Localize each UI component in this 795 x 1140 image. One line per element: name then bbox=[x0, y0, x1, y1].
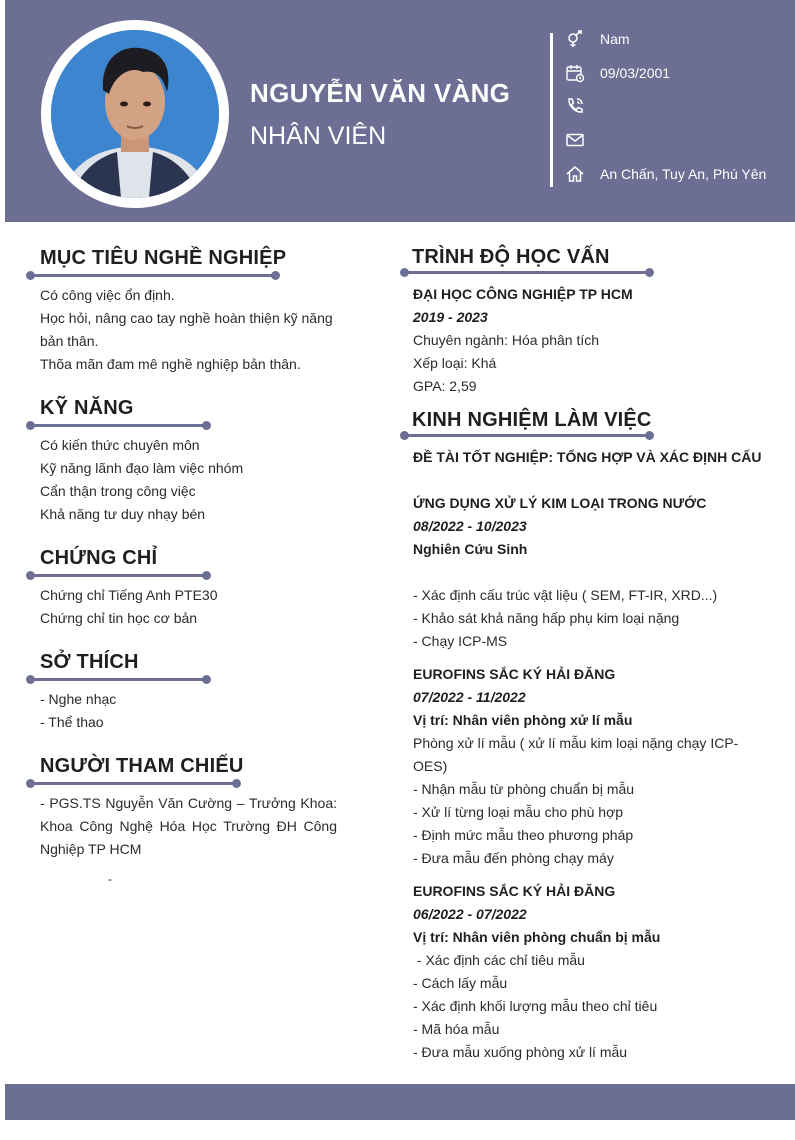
thesis-task: - Khảo sát khả năng hấp phụ kim loại nặng bbox=[413, 610, 680, 626]
thesis-task: - Chạy ICP-MS bbox=[413, 633, 508, 649]
gender-text: Nam bbox=[600, 31, 630, 47]
education-gpa: GPA: 2,59 bbox=[413, 378, 477, 394]
thesis-heading: ĐỀ TÀI TỐT NGHIỆP: TỔNG HỢP VÀ XÁC ĐỊNH CẤU bbox=[413, 449, 762, 465]
thesis-position: Nghiên Cứu Sinh bbox=[413, 541, 528, 557]
job2-task: - Đưa mẫu xuống phòng xử lí mẫu bbox=[413, 1044, 628, 1060]
hobby-item: - Thể thao bbox=[40, 714, 104, 730]
objective-line: Thõa mãn đam mê nghề nghiệp bản thân. bbox=[40, 356, 301, 372]
objective-line: Có công việc ổn định. bbox=[40, 287, 175, 303]
phone-icon bbox=[565, 96, 585, 116]
job1-task: - Đưa mẫu đến phòng chạy máy bbox=[413, 850, 614, 866]
contact-birthdate bbox=[565, 60, 795, 86]
candidate-role: NHÂN VIÊN bbox=[250, 122, 387, 150]
objective-divider bbox=[30, 274, 276, 277]
job2-company: EUROFINS SẮC KÝ HẢI ĐĂNG bbox=[413, 883, 616, 899]
education-divider bbox=[404, 271, 650, 274]
job1-description: Phòng xử lí mẫu ( xử lí mẫu kim loại nặng chạy ICP-OES) bbox=[413, 735, 739, 774]
skill-item: Kỹ năng lãnh đạo làm việc nhóm bbox=[40, 460, 244, 476]
skill-item: Cẩn thận trong công việc bbox=[40, 483, 196, 499]
objective-line: Học hỏi, nâng cao tay nghề hoàn thiện kỹ năng bản thân. bbox=[40, 310, 333, 349]
job2-period: 06/2022 - 07/2022 bbox=[413, 906, 527, 922]
birthdate-text: 09/03/2001 bbox=[600, 65, 671, 81]
education-period: 2019 - 2023 bbox=[413, 309, 488, 325]
header-band bbox=[5, 0, 795, 222]
job2-position: Vị trí: Nhân viên phòng chuẩn bị mẫu bbox=[413, 929, 661, 945]
contact-address bbox=[565, 161, 795, 187]
job1-position: Vị trí: Nhân viên phòng xử lí mẫu bbox=[413, 712, 633, 728]
job2-task: - Xác định các chỉ tiêu mẫu bbox=[413, 952, 585, 968]
experience-divider bbox=[404, 434, 650, 437]
address-text: An Chấn, Tuy An, Phú Yên bbox=[600, 166, 767, 182]
gender-icon bbox=[565, 29, 585, 49]
email-icon bbox=[565, 130, 585, 150]
experience-title: KINH NGHIỆM LÀM VIỆC bbox=[412, 409, 652, 431]
job2-task: - Xác định khối lượng mẫu theo chỉ tiêu bbox=[413, 998, 658, 1014]
thesis-period: 08/2022 - 10/2023 bbox=[413, 518, 527, 534]
skill-item: Có kiến thức chuyên môn bbox=[40, 437, 200, 453]
footer-band bbox=[5, 1084, 795, 1120]
objective-title: MỤC TIÊU NGHỀ NGHIỆP bbox=[40, 247, 287, 269]
contact-gender bbox=[565, 26, 795, 52]
certificates-divider bbox=[30, 574, 207, 577]
avatar-frame bbox=[41, 20, 229, 208]
contact-divider bbox=[550, 33, 553, 187]
education-major: Chuyên ngành: Hóa phân tích bbox=[413, 332, 600, 348]
stray-mark: - bbox=[108, 872, 112, 886]
skill-item: Khả năng tư duy nhạy bén bbox=[40, 506, 206, 522]
job1-period: 07/2022 - 11/2022 bbox=[413, 689, 526, 705]
skills-title: KỸ NĂNG bbox=[40, 397, 134, 419]
hobbies-divider bbox=[30, 678, 207, 681]
candidate-name: NGUYỄN VĂN VÀNG bbox=[250, 78, 511, 108]
education-school: ĐẠI HỌC CÔNG NGHIỆP TP HCM bbox=[413, 286, 633, 302]
calendar-icon bbox=[565, 63, 585, 83]
certificate-item: Chứng chỉ tin học cơ bản bbox=[40, 610, 198, 626]
thesis-heading: ỨNG DỤNG XỬ LÝ KIM LOẠI TRONG NƯỚC bbox=[413, 495, 707, 511]
job1-task: - Xử lí từng loại mẫu cho phù hợp bbox=[413, 804, 624, 820]
references-title: NGƯỜI THAM CHIẾU bbox=[40, 755, 244, 777]
hobbies-title: SỞ THÍCH bbox=[40, 651, 139, 673]
education-title: TRÌNH ĐỘ HỌC VẤN bbox=[412, 246, 610, 268]
job1-task: - Nhận mẫu từ phòng chuẩn bị mẫu bbox=[413, 781, 635, 797]
contact-phone bbox=[565, 93, 795, 119]
skills-divider bbox=[30, 424, 207, 427]
job2-task: - Cách lấy mẫu bbox=[413, 975, 508, 991]
references-divider bbox=[30, 782, 237, 785]
home-icon bbox=[565, 164, 585, 184]
avatar-photo bbox=[51, 30, 219, 198]
certificate-item: Chứng chỉ Tiếng Anh PTE30 bbox=[40, 587, 218, 603]
job2-task: - Mã hóa mẫu bbox=[413, 1021, 500, 1037]
certificates-title: CHỨNG CHỈ bbox=[40, 547, 158, 569]
contact-email bbox=[565, 127, 795, 153]
education-rank: Xếp loại: Khá bbox=[413, 355, 497, 371]
reference-item: - PGS.TS Nguyễn Văn Cường – Trưởng Khoa: Khoa Công Nghệ Hóa Học Trường ĐH Công Nghiệp TP HCM bbox=[40, 795, 337, 857]
thesis-task: - Xác định cấu trúc vật liệu ( SEM, FT-IR, XRD...) bbox=[413, 587, 718, 603]
hobby-item: - Nghe nhạc bbox=[40, 691, 117, 707]
avatar bbox=[51, 30, 219, 198]
job1-company: EUROFINS SẮC KÝ HẢI ĐĂNG bbox=[413, 666, 616, 682]
job1-task: - Định mức mẫu theo phương pháp bbox=[413, 827, 634, 843]
